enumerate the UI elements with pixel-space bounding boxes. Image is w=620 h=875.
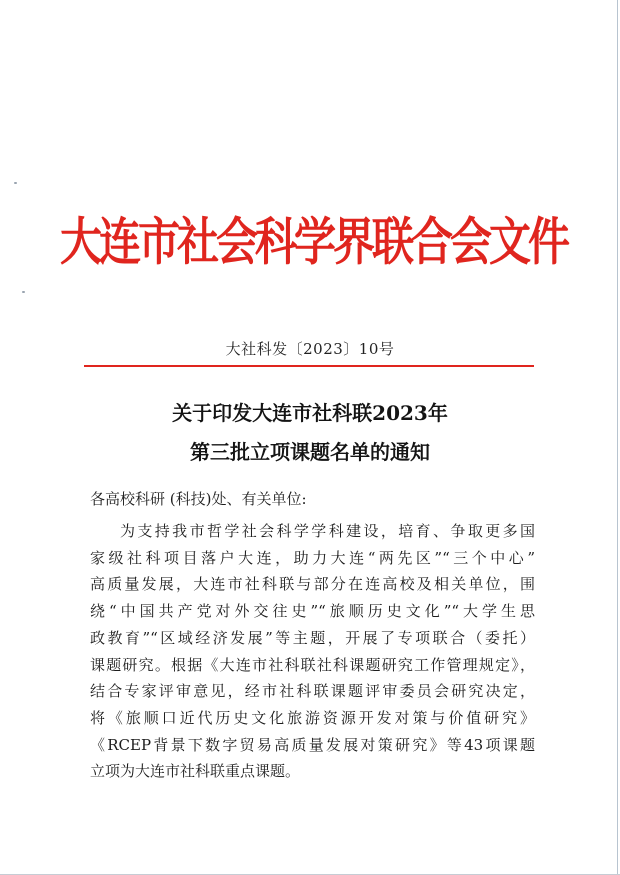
salutation: 各高校科研 (科技)处、有关单位: [90, 490, 307, 508]
body-line: 课题研究。根据《大连市社科联社科课题研究工作管理规定》， [90, 655, 535, 674]
page-edge-right [617, 0, 618, 875]
body-line: 家级社科项目落户大连，助力大连“两先区”“三个中心” [90, 548, 535, 567]
body-line: 立项为大连市社科联重点课题。 [90, 762, 301, 781]
body-line: 政教育”“区域经济发展”等主题，开展了专项联合（委托） [90, 628, 535, 647]
notice-body [90, 486, 535, 785]
notice-title-line-1: 关于印发大连市社科联2023年 [172, 401, 448, 425]
body-line: 结合专家评审意见，经市社科联课题评审委员会研究决定， [90, 682, 535, 701]
notice-title-line-2: 第三批立项课题名单的通知 [190, 440, 430, 464]
document-number: 大社科发〔2023〕10号 [225, 340, 395, 358]
scan-speck [22, 291, 25, 293]
red-divider-line [84, 365, 534, 367]
body-line: 将《旅顺口近代历史文化旅游资源开发对策与价值研究》 [90, 708, 535, 727]
masthead-title: 大连市社会科学界联合会文件 [60, 212, 568, 272]
body-line: 为支持我市哲学社会科学学科建设，培育、争取更多国 [120, 522, 535, 540]
body-line: 绕“中国共产党对外交往史”“旅顺历史文化”“大学生思 [90, 602, 535, 621]
body-line: 《RCEP背景下数字贸易高质量发展对策研究》等43项课题 [90, 735, 535, 754]
body-line: 高质量发展，大连市社科联与部分在连高校及相关单位，围 [90, 575, 535, 594]
scan-speck [14, 182, 17, 184]
